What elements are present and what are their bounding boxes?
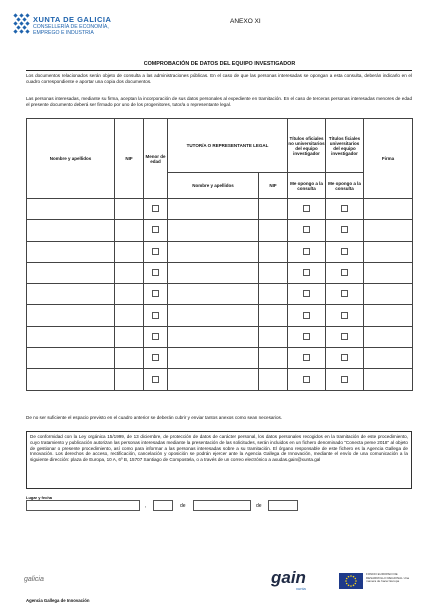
oppose-univ-checkbox[interactable] [303,269,310,276]
tutor-name-cell[interactable] [168,241,259,262]
oppose-nonuniv-checkbox[interactable] [341,248,348,255]
eu-stars-icon [339,573,363,589]
table-row [27,284,413,305]
header-nif: NIF [115,119,144,199]
signature-cell[interactable] [364,348,413,369]
tutor-nif-cell[interactable] [259,220,288,241]
day-input[interactable] [153,500,173,511]
brand-name: XUNTA DE GALICIA [33,15,112,24]
oppose-univ-cell[interactable] [288,305,326,326]
oppose-nonuniv-cell[interactable] [326,241,364,262]
department-name [33,25,113,36]
agency-name: Agencia Gallega de Innovación [26,598,90,603]
place-input[interactable] [26,500,140,511]
oppose-univ-checkbox[interactable] [303,312,310,319]
header-tutor-name: Nombre y apellidos [168,173,259,199]
minor-cell[interactable] [144,369,168,390]
tutor-name-cell[interactable] [168,199,259,220]
oppose-nonuniv-checkbox[interactable] [341,226,348,233]
oppose-nonuniv-checkbox[interactable] [341,333,348,340]
oppose-nonuniv-checkbox[interactable] [341,312,348,319]
table-row [27,220,413,241]
oppose-nonuniv-cell[interactable] [326,262,364,283]
oppose-univ-cell[interactable] [288,326,326,347]
minor-checkbox[interactable] [152,248,159,255]
minor-cell[interactable] [144,241,168,262]
oppose-nonuniv-cell[interactable] [326,284,364,305]
place-date-label: Lugar y fecha [26,495,53,500]
table-row [27,305,413,326]
minor-checkbox[interactable] [152,290,159,297]
gain-sub-logo: xunta [296,586,306,591]
data-protection-box [26,431,412,489]
oppose-univ-cell[interactable] [288,241,326,262]
header-univ-titles: Títulos oficiales no universitarios del equipo investigador [288,119,326,173]
eu-star [350,575,352,577]
tutor-nif-cell[interactable] [259,369,288,390]
oppose-univ-cell[interactable] [288,348,326,369]
minor-cell[interactable] [144,220,168,241]
eu-star [346,578,348,580]
de-separator-1: de [180,503,186,509]
nif-cell[interactable] [115,220,144,241]
comma-separator: , [145,503,147,509]
header-nonuniv-titles: Títulos ficiales universitarios del equipo investigador [326,119,364,173]
nif-cell[interactable] [115,305,144,326]
table-row [27,369,413,390]
name-cell[interactable] [27,326,115,347]
oppose-univ-cell[interactable] [288,262,326,283]
minor-checkbox[interactable] [152,354,159,361]
header-name: Nombre y apellidos [27,119,115,199]
name-cell[interactable] [27,348,115,369]
eu-star [355,580,357,582]
department-line-1: CONSELLERÍA DE ECONOMÍA, [33,24,109,30]
name-cell[interactable] [27,262,115,283]
eu-star [345,580,347,582]
nif-cell[interactable] [115,199,144,220]
table-row [27,241,413,262]
signature-cell[interactable] [364,284,413,305]
name-cell[interactable] [27,305,115,326]
eu-star [348,576,350,578]
minor-cell[interactable] [144,305,168,326]
signature-cell[interactable] [364,305,413,326]
signature-cell[interactable] [364,369,413,390]
tutor-nif-cell[interactable] [259,284,288,305]
signature-cell[interactable] [364,241,413,262]
tutor-name-cell[interactable] [168,326,259,347]
department-line-2: EMPREGO E INDUSTRIA [33,29,94,36]
signature-cell[interactable] [364,326,413,347]
oppose-nonuniv-cell[interactable] [326,369,364,390]
oppose-univ-checkbox[interactable] [303,226,310,233]
tutor-name-cell[interactable] [168,220,259,241]
eu-flag-icon [339,573,363,589]
oppose-univ-checkbox[interactable] [303,376,310,383]
name-cell[interactable] [27,199,115,220]
xunta-logo-icon [14,14,29,35]
nif-cell[interactable] [115,326,144,347]
tutor-nif-cell[interactable] [259,199,288,220]
signature-cell[interactable] [364,262,413,283]
page-title: COMPROBACIÓN DE DATOS DEL EQUIPO INVESTIGADOR [143,61,296,67]
minor-checkbox[interactable] [152,226,159,233]
oppose-univ-cell[interactable] [288,199,326,220]
oppose-univ-cell[interactable] [288,284,326,305]
de-separator-2: de [256,503,262,509]
oppose-univ-checkbox[interactable] [303,205,310,212]
nif-cell[interactable] [115,348,144,369]
oppose-nonuniv-cell[interactable] [326,326,364,347]
name-cell[interactable] [27,369,115,390]
header-signature: Firma [364,119,413,199]
header-tutor-nif: NIF [259,173,288,199]
month-input[interactable] [193,500,251,511]
research-team-table [26,118,413,391]
tutor-name-cell[interactable] [168,284,259,305]
eu-star [353,576,355,578]
minor-checkbox[interactable] [152,312,159,319]
oppose-univ-checkbox[interactable] [303,333,310,340]
minor-checkbox[interactable] [152,376,159,383]
eu-star [353,585,355,587]
oppose-univ-checkbox[interactable] [303,248,310,255]
nif-cell[interactable] [115,241,144,262]
table-row [27,348,413,369]
eu-star [346,583,348,585]
gain-logo: gain [271,568,306,587]
oppose-univ-checkbox[interactable] [303,354,310,361]
table-note: De no ser suficiente el espacio previsto en el cuadro anterior se deberán cubrir y enviar tantos anexos como sean necesarios. [26,415,283,420]
oppose-univ-cell[interactable] [288,369,326,390]
tutor-nif-cell[interactable] [259,241,288,262]
name-cell[interactable] [27,220,115,241]
header-oppose-1: Me opongo a la consulta [288,173,326,199]
oppose-nonuniv-checkbox[interactable] [341,376,348,383]
oppose-nonuniv-cell[interactable] [326,199,364,220]
tutor-name-cell[interactable] [168,262,259,283]
eu-fund-text: FONDO EUROPEO DE DESARROLLO REGIONAL Una manera de hacer Europa [366,572,410,583]
tutor-name-cell[interactable] [168,369,259,390]
oppose-nonuniv-checkbox[interactable] [341,205,348,212]
oppose-univ-cell[interactable] [288,220,326,241]
signature-cell[interactable] [364,220,413,241]
oppose-nonuniv-cell[interactable] [326,348,364,369]
eu-star [355,578,357,580]
minor-cell[interactable] [144,284,168,305]
oppose-nonuniv-checkbox[interactable] [341,290,348,297]
oppose-nonuniv-cell[interactable] [326,305,364,326]
tutor-nif-cell[interactable] [259,262,288,283]
oppose-univ-checkbox[interactable] [303,290,310,297]
nif-cell[interactable] [115,284,144,305]
minor-cell[interactable] [144,326,168,347]
tutor-name-cell[interactable] [168,305,259,326]
data-protection-text: De conformidad con la Ley orgánica 15/1999, de 13 diciembre, de protección de datos de carácter personal, los datos personales recogidos en la tramitación de este procedimiento, cuyo tratamiento y publicación autorizan las personas interesadas mediante la presentación de las solicitudes, serán incluidos en un fichero denominado "Conecta peme 2018" al objeto de gestionar o presente procedimiento, así como para informar a las personas interesadas sobre a su tramitación. El órgano responsable de este fichero es la Agencia Gallega de Innovación. Los derechos de acceso, rectificación, cancelación y oposición se podrán ejercer ante la Agencia Gallega de Innovación, mediante el envío de una comunicación a la siguiente dirección: plaza de Europa, 10 A, 6º B, 15707 Santiago de Compostela, o a través de un correo electrónico a axudas.gain@xunta.gal [30,434,408,463]
eu-star [348,585,350,587]
tutor-nif-cell[interactable] [259,305,288,326]
name-cell[interactable] [27,241,115,262]
intro-paragraph-2: Las personas interesadas, mediante su firma, aceptan la incorporación de sus datos personales al expediente en tramitación. En el caso de terceras personas interesadas menores de edad el presente documento deberá ser firmado por uno de los progenitores, tutor/a o representante legal. [26,96,412,107]
header-oppose-2: Me opongo a la consulta [326,173,364,199]
table-row [27,326,413,347]
tutor-nif-cell[interactable] [259,326,288,347]
oppose-nonuniv-checkbox[interactable] [341,269,348,276]
oppose-nonuniv-cell[interactable] [326,220,364,241]
minor-cell[interactable] [144,348,168,369]
table-row [27,199,413,220]
title-divider [26,70,412,71]
tutor-name-cell[interactable] [168,348,259,369]
name-cell[interactable] [27,284,115,305]
eu-star [355,583,357,585]
oppose-nonuniv-checkbox[interactable] [341,354,348,361]
annex-label: ANEXO XI [230,18,261,25]
header-tutor: TUTOR/A O REPRESENTANTE LEGAL [168,119,288,173]
minor-checkbox[interactable] [152,269,159,276]
minor-cell[interactable] [144,262,168,283]
signature-cell[interactable] [364,199,413,220]
minor-checkbox[interactable] [152,333,159,340]
minor-cell[interactable] [144,199,168,220]
header-minor: Menor de edad [144,119,168,199]
tutor-nif-cell[interactable] [259,348,288,369]
table-row [27,262,413,283]
galicia-logo: galicia [24,576,44,583]
nif-cell[interactable] [115,262,144,283]
nif-cell[interactable] [115,369,144,390]
eu-star [350,585,352,587]
year-input[interactable] [268,500,298,511]
minor-checkbox[interactable] [152,205,159,212]
intro-paragraph-1: Los documentos relacionados serán objeto de consulta a las administraciones públicas. En el caso de que las personas interesadas se opongan a esta consulta, deberán indicarlo en el cuadro correspondiente e aportar una copia dos documentos. [26,73,412,84]
